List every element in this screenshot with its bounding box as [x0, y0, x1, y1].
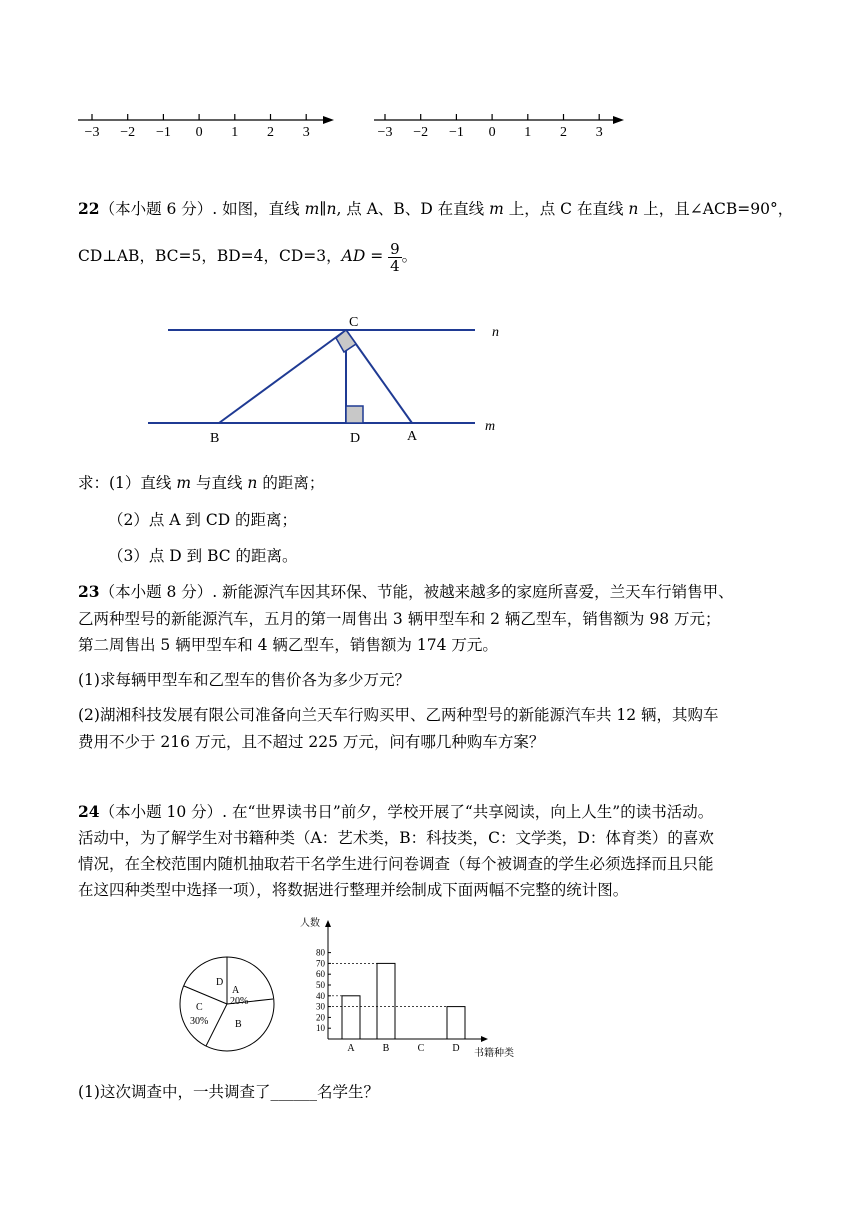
- bar-chart: [296, 912, 528, 1062]
- tick-label: 0: [195, 125, 203, 140]
- y-tick-label: 70: [316, 958, 325, 969]
- q23-number: 23: [78, 582, 100, 601]
- pie-value-a: 20%: [230, 996, 249, 1007]
- q24-line-4: 在这四种类型中选择一项），将数据进行整理并绘制成下面两幅不完整的统计图。: [78, 881, 629, 899]
- y-tick-label: 30: [316, 1001, 325, 1012]
- tick-label: 0: [488, 125, 496, 140]
- tick-label: −2: [120, 125, 136, 140]
- tick-label: −3: [377, 125, 393, 140]
- number-line-right: [368, 110, 638, 142]
- label-b: B: [210, 431, 220, 446]
- q24-line-2: 活动中，为了解学生对书籍种类（A：艺术类，B：科技类，C：文学类，D：体育类）的喜欢: [78, 829, 714, 847]
- tick-label: −1: [155, 125, 171, 140]
- label-m: m: [485, 419, 496, 434]
- pie-label-d: D: [216, 977, 224, 988]
- q23-part-1: (1)求每辆甲型车和乙型车的售价各为多少万元？: [78, 671, 410, 689]
- geometry-figure: [140, 310, 520, 450]
- y-tick-label: 40: [316, 990, 325, 1001]
- q24-line-3: 情况，在全校范围内随机抽取若干名学生进行问卷调查（每个被调查的学生必须选择而且只能: [78, 855, 714, 873]
- tick-label: 1: [524, 125, 532, 140]
- pie-label-a: A: [232, 985, 240, 996]
- ticks-left: [85, 114, 310, 140]
- bar-ylabel: 人数: [300, 918, 320, 929]
- x-tick-label: B: [382, 1043, 390, 1054]
- y-tick-label: 80: [316, 947, 325, 958]
- q24-number: 24: [78, 802, 100, 821]
- tick-label: 3: [595, 125, 603, 140]
- pie-label-b: B: [235, 1019, 242, 1030]
- tick-label: −3: [84, 125, 100, 140]
- q23-line-1: 23（本小题 8 分）. 新能源汽车因其环保、节能，被越来越多的家庭所喜爱，兰天车行销售甲、: [78, 582, 734, 601]
- label-a: A: [407, 429, 418, 444]
- number-line-left: [72, 110, 342, 142]
- bar-B: [377, 963, 395, 1039]
- q23-part-2b: 费用不少于 216 万元，且不超过 225 万元，问有哪几种购车方案？: [78, 733, 545, 751]
- pie-value-c: 30%: [190, 1016, 209, 1027]
- y-tick-label: 50: [316, 980, 325, 990]
- label-d: D: [350, 431, 361, 446]
- q24-line-1: 24（本小题 10 分）. 在“世界读书日”前夕，学校开展了“共享阅读，向上人生”的读书活动。: [78, 802, 714, 821]
- y-axis-arrow: [325, 920, 331, 927]
- x-tick-label: D: [452, 1043, 460, 1054]
- x-tick-label: C: [417, 1043, 425, 1054]
- tick-label: 2: [560, 125, 567, 140]
- tick-label: −2: [413, 125, 429, 140]
- label-c: C: [349, 315, 359, 330]
- tick-label: 3: [302, 125, 310, 140]
- bar-D: [447, 1007, 465, 1039]
- tick-label: 2: [267, 125, 274, 140]
- q23-line-3: 第二周售出 5 辆甲型车和 4 辆乙型车，销售额为 174 万元。: [78, 636, 498, 654]
- y-tick-label: 60: [316, 969, 325, 980]
- fraction-9-4: $\frac{9}{4}$: [390, 239, 400, 275]
- pie-label-c: C: [196, 1002, 203, 1013]
- q22-line-1: 22（本小题 6 分）. 如图，直线 m∥n, 点 A、B、D 在直线 m 上，点 C 在直线 n 上，且∠ACB=90°，: [78, 199, 794, 218]
- q22-line-2: CD⊥AB，BC=5，BD=4，CD=3，AD = $\frac{9}{4}$ 。: [78, 239, 418, 275]
- tick-label: 1: [231, 125, 239, 140]
- y-tick-label: 10: [316, 1023, 325, 1034]
- q23-part-2a: (2)湖湘科技发展有限公司准备向兰天车行购买甲、乙两种型号的新能源汽车共 12 辆，其购车: [78, 706, 719, 724]
- pie-chart: [176, 953, 286, 1057]
- tick-label: −1: [448, 125, 464, 140]
- bar-xlabel: 书籍种类: [474, 1048, 514, 1059]
- q23-line-2: 乙两种型号的新能源汽车，五月的第一周售出 3 辆甲型车和 2 辆乙型车，销售额为 98 万元；: [78, 610, 721, 628]
- q24-part-1: (1)这次调查中，一共调查了______名学生？: [78, 1083, 379, 1101]
- x-axis-arrow: [481, 1036, 488, 1042]
- ticks-right: [378, 114, 603, 140]
- x-tick-label: A: [347, 1043, 355, 1054]
- q22-ask-2: （2）点 A 到 CD 的距离；: [108, 511, 298, 529]
- answer-blank[interactable]: ______: [270, 1083, 317, 1101]
- q22-ask-1: 求：(1）直线 m 与直线 n 的距离；: [78, 474, 325, 492]
- label-n: n: [492, 325, 499, 340]
- y-tick-label: 20: [316, 1012, 325, 1023]
- bar-A: [342, 996, 360, 1039]
- q22-number: 22: [78, 199, 100, 218]
- q22-ask-3: （3）点 D 到 BC 的距离。: [108, 547, 298, 565]
